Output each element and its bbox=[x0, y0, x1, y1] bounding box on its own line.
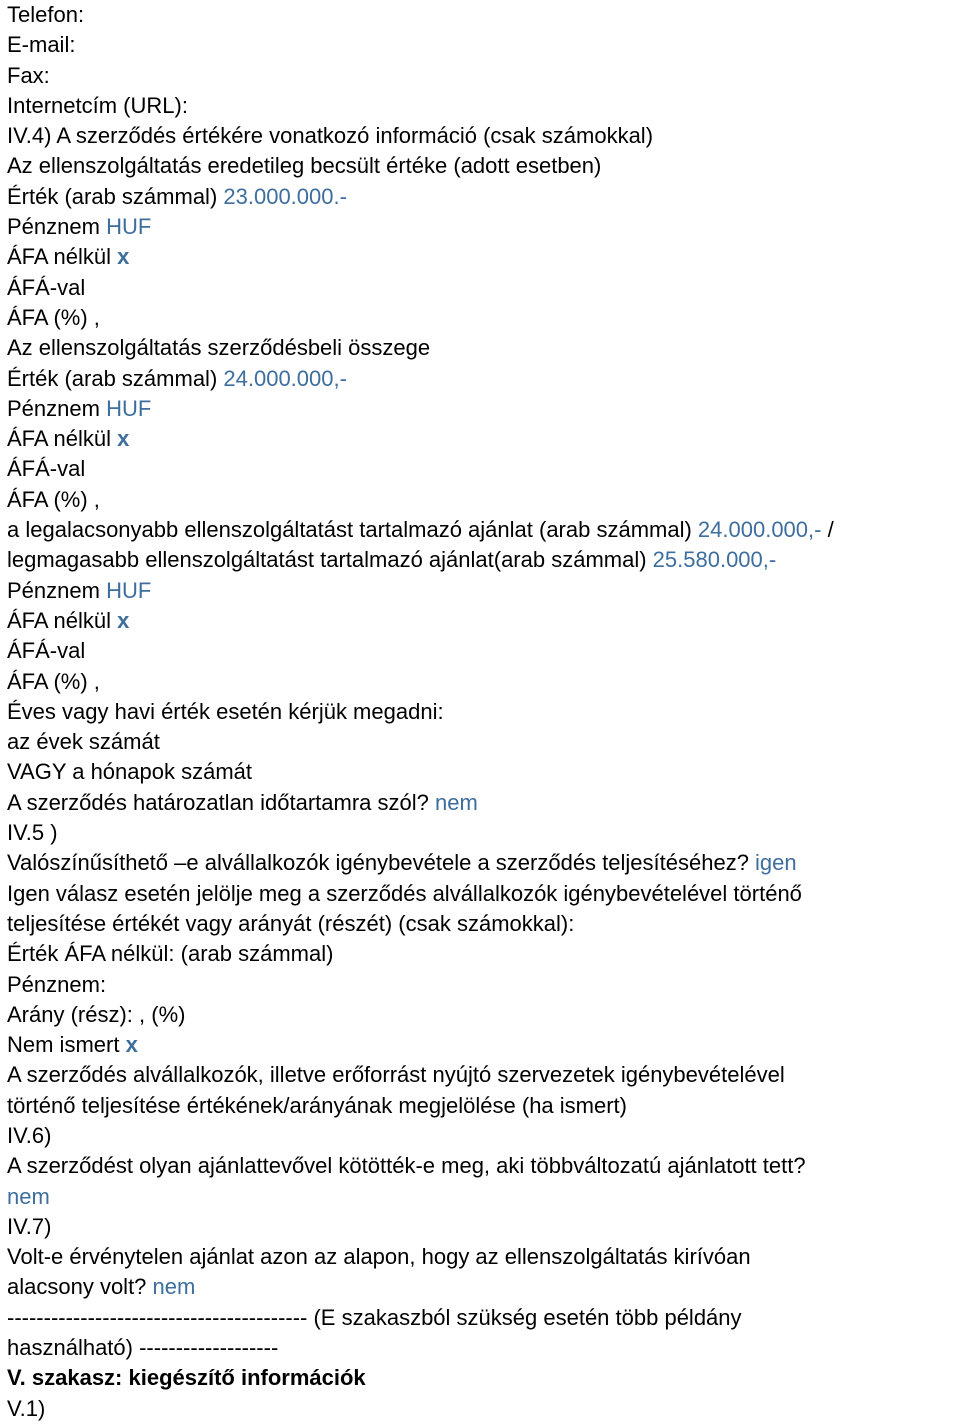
lowest-offer-row: a legalacsonyabb ellenszolgáltatást tartalmazó ajánlat (arab számmal) 24.000.000,- / bbox=[7, 517, 834, 543]
separator-line-2: használható) ------------------- bbox=[7, 1335, 279, 1361]
offer-vat-rate-row: ÁFA (%) , bbox=[7, 668, 100, 694]
estimated-vat-incl-row: ÁFÁ-val bbox=[7, 274, 86, 300]
estimated-value-heading: Az ellenszolgáltatás eredetileg becsült értéke (adott esetben) bbox=[7, 153, 602, 179]
offer-vat-excl-row: ÁFA nélkül x bbox=[7, 607, 130, 633]
estimated-value: 23.000.000.- bbox=[223, 183, 347, 209]
estimated-vat-rate-row: ÁFA (%) , bbox=[7, 304, 100, 330]
subcontractors-answer: igen bbox=[755, 850, 797, 876]
contract-currency: HUF bbox=[106, 395, 152, 421]
not-known-row: Nem ismert x bbox=[7, 1032, 138, 1058]
section-iv5-heading: IV.5 ) bbox=[7, 820, 58, 846]
contract-vat-excl-mark: x bbox=[117, 426, 130, 452]
subcontract-value-row: Érték ÁFA nélkül: (arab számmal) bbox=[7, 941, 334, 967]
offer-currency-row: Pénznem HUF bbox=[7, 577, 152, 603]
subcontract-note-line-1: A szerződés alvállalkozók, illetve erőforrást nyújtó szervezetek igénybevételével bbox=[7, 1062, 785, 1088]
offer-currency: HUF bbox=[106, 577, 152, 603]
variant-offer-answer-row bbox=[7, 1182, 955, 1212]
contract-value: 24.000.000,- bbox=[223, 365, 347, 391]
lowest-offer-value: 24.000.000,- bbox=[697, 517, 822, 543]
estimated-value-row: Érték (arab számmal) 23.000.000.- bbox=[7, 183, 347, 209]
years-count-row: az évek számát bbox=[7, 729, 160, 755]
not-known-mark: x bbox=[125, 1032, 138, 1058]
section-v-heading: V. szakasz: kiegészítő információk bbox=[7, 1365, 366, 1391]
subcontract-currency-row: Pénznem: bbox=[7, 971, 107, 997]
low-price-answer: nem bbox=[152, 1274, 196, 1300]
section-v1-heading: V.1) bbox=[7, 1395, 46, 1421]
contact-fax-label: Fax: bbox=[7, 62, 50, 88]
contract-vat-excl-row: ÁFA nélkül x bbox=[7, 426, 130, 452]
low-price-question-line-2: alacsony volt? nem bbox=[7, 1274, 196, 1300]
indefinite-duration-row: A szerződés határozatlan időtartamra szól? nem bbox=[7, 789, 478, 815]
section-iv6-heading: IV.6) bbox=[7, 1122, 52, 1148]
contract-vat-incl-row: ÁFÁ-val bbox=[7, 456, 86, 482]
periodic-value-heading: Éves vagy havi érték esetén kérjük megadni: bbox=[7, 698, 444, 724]
contact-phone-label: Telefon: bbox=[7, 2, 85, 27]
subcontractors-question-row: Valószínűsíthető –e alvállalkozók igénybevétele a szerződés teljesítéséhez? igen bbox=[7, 850, 797, 876]
variant-offer-question: A szerződést olyan ajánlattevővel kötötték-e meg, aki többváltozatú ajánlatott tett? bbox=[7, 1153, 806, 1179]
contract-value-row: Érték (arab számmal) 24.000.000,- bbox=[7, 365, 347, 391]
subcontractor-instruction-line-1: Igen válasz esetén jelölje meg a szerződés alvállalkozók igénybevételével történő bbox=[7, 880, 802, 906]
section-iv7-heading: IV.7) bbox=[7, 1213, 52, 1239]
low-price-question-line-1: Volt-e érvénytelen ajánlat azon az alapon, hogy az ellenszolgáltatás kirívóan bbox=[7, 1244, 751, 1270]
indefinite-duration-answer: nem bbox=[435, 789, 478, 815]
estimated-vat-excl-row: ÁFA nélkül x bbox=[7, 244, 130, 270]
months-count-row: VAGY a hónapok számát bbox=[7, 759, 252, 785]
offer-vat-excl-mark: x bbox=[117, 607, 130, 633]
variant-offer-answer: nem bbox=[7, 1183, 50, 1209]
offer-vat-incl-row: ÁFÁ-val bbox=[7, 638, 86, 664]
highest-offer-value: 25.580.000,- bbox=[652, 547, 777, 573]
estimated-vat-excl-mark: x bbox=[117, 244, 130, 270]
contract-vat-rate-row: ÁFA (%) , bbox=[7, 486, 100, 512]
contract-amount-heading: Az ellenszolgáltatás szerződésbeli összege bbox=[7, 335, 431, 361]
contact-url-label: Internetcím (URL): bbox=[7, 92, 188, 118]
subcontract-ratio-row: Arány (rész): , (%) bbox=[7, 1001, 186, 1027]
highest-offer-row: legmagasabb ellenszolgáltatást tartalmazó ajánlat(arab számmal) 25.580.000,- bbox=[7, 547, 777, 573]
document-body bbox=[7, 0, 955, 1424]
subcontractor-instruction-line-2: teljesítése értékét vagy arányát (részét) (csak számokkal): bbox=[7, 910, 575, 936]
estimated-currency: HUF bbox=[106, 214, 152, 240]
contact-email-label: E-mail: bbox=[7, 32, 76, 58]
contract-currency-row: Pénznem HUF bbox=[7, 395, 152, 421]
section-iv4-heading: IV.4) A szerződés értékére vonatkozó információ (csak számokkal) bbox=[7, 123, 654, 149]
subcontract-note-line-2: történő teljesítése értékének/arányának megjelölése (ha ismert) bbox=[7, 1092, 627, 1118]
separator-line-1: ----------------------------------------- (E szakaszból szükség esetén több példány bbox=[7, 1304, 742, 1330]
estimated-currency-row: Pénznem HUF bbox=[7, 214, 152, 240]
